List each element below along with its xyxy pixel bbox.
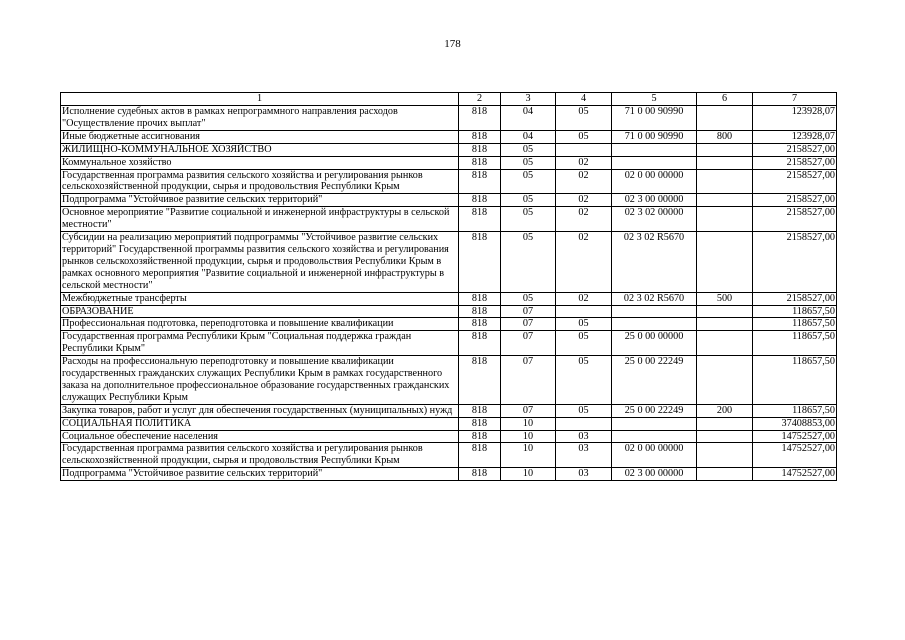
row-target-article: 25 0 00 22249	[612, 404, 697, 417]
row-target-article: 02 3 02 R5670	[612, 232, 697, 293]
row-subsection: 03	[556, 468, 612, 481]
row-section: 10	[501, 468, 556, 481]
row-name: Расходы на профессиональную переподготовку и повышение квалификации государственных гражданских служащих Республики Крым в рамках государственного заказа на дополнительное профессиональное образование государственных гражданских служащих Республики Крым	[61, 356, 459, 405]
table-row	[61, 443, 837, 468]
row-expense-type: 500	[697, 292, 753, 305]
row-target-article	[612, 318, 697, 331]
row-ministry: 818	[459, 130, 501, 143]
table-row	[61, 130, 837, 143]
row-section: 05	[501, 156, 556, 169]
row-target-article: 71 0 00 90990	[612, 130, 697, 143]
row-name: Основное мероприятие "Развитие социальной и инженерной инфраструктуры в сельской местности"	[61, 207, 459, 232]
row-name: Государственная программа Республики Крым "Социальная поддержка граждан Республики Крым"	[61, 331, 459, 356]
row-amount: 123928,07	[753, 106, 837, 131]
row-amount: 118657,50	[753, 305, 837, 318]
row-subsection: 02	[556, 194, 612, 207]
row-amount: 14752527,00	[753, 443, 837, 468]
row-ministry: 818	[459, 232, 501, 293]
header-col-1: 1	[61, 93, 459, 106]
table-row	[61, 417, 837, 430]
row-section: 05	[501, 169, 556, 194]
budget-table	[60, 92, 837, 481]
row-subsection: 02	[556, 207, 612, 232]
header-col-7: 7	[753, 93, 837, 106]
row-subsection: 02	[556, 156, 612, 169]
row-target-article: 25 0 00 00000	[612, 331, 697, 356]
row-expense-type	[697, 106, 753, 131]
row-amount: 118657,50	[753, 318, 837, 331]
row-target-article	[612, 305, 697, 318]
row-ministry: 818	[459, 143, 501, 156]
row-section: 10	[501, 430, 556, 443]
row-amount: 2158527,00	[753, 207, 837, 232]
row-subsection: 02	[556, 292, 612, 305]
row-section: 05	[501, 143, 556, 156]
row-section: 04	[501, 130, 556, 143]
row-name: Подпрограмма "Устойчивое развитие сельских территорий"	[61, 468, 459, 481]
row-subsection: 02	[556, 232, 612, 293]
row-ministry: 818	[459, 194, 501, 207]
row-expense-type	[697, 468, 753, 481]
row-section: 07	[501, 305, 556, 318]
row-name: ЖИЛИЩНО-КОММУНАЛЬНОЕ ХОЗЯЙСТВО	[61, 143, 459, 156]
row-subsection	[556, 305, 612, 318]
row-expense-type	[697, 430, 753, 443]
row-expense-type	[697, 417, 753, 430]
row-target-article	[612, 430, 697, 443]
table-row	[61, 318, 837, 331]
header-col-5: 5	[612, 93, 697, 106]
page-number: 178	[444, 38, 461, 50]
table-row	[61, 468, 837, 481]
row-section: 10	[501, 443, 556, 468]
row-expense-type	[697, 443, 753, 468]
row-ministry: 818	[459, 318, 501, 331]
table-row	[61, 232, 837, 293]
table-row	[61, 194, 837, 207]
row-expense-type	[697, 194, 753, 207]
row-expense-type	[697, 169, 753, 194]
row-expense-type	[697, 356, 753, 405]
table-row	[61, 207, 837, 232]
table-row	[61, 292, 837, 305]
row-name: ОБРАЗОВАНИЕ	[61, 305, 459, 318]
row-target-article	[612, 417, 697, 430]
row-subsection: 05	[556, 106, 612, 131]
table-row	[61, 143, 837, 156]
row-name: Государственная программа развития сельского хозяйства и регулирования рынков сельскохозяйственной продукции, сырья и продовольствия Республики Крым	[61, 169, 459, 194]
row-ministry: 818	[459, 156, 501, 169]
row-subsection	[556, 143, 612, 156]
table-row	[61, 430, 837, 443]
row-ministry: 818	[459, 468, 501, 481]
row-section: 07	[501, 404, 556, 417]
row-ministry: 818	[459, 305, 501, 318]
row-section: 05	[501, 207, 556, 232]
row-section: 05	[501, 194, 556, 207]
row-expense-type: 800	[697, 130, 753, 143]
header-col-4: 4	[556, 93, 612, 106]
row-amount: 118657,50	[753, 356, 837, 405]
row-amount: 14752527,00	[753, 468, 837, 481]
row-target-article: 02 3 02 R5670	[612, 292, 697, 305]
table-row	[61, 169, 837, 194]
header-col-3: 3	[501, 93, 556, 106]
row-subsection: 03	[556, 443, 612, 468]
row-amount: 2158527,00	[753, 169, 837, 194]
row-ministry: 818	[459, 404, 501, 417]
row-ministry: 818	[459, 169, 501, 194]
header-col-2: 2	[459, 93, 501, 106]
row-target-article: 02 3 02 00000	[612, 207, 697, 232]
row-target-article: 02 3 00 00000	[612, 194, 697, 207]
row-target-article: 25 0 00 22249	[612, 356, 697, 405]
row-subsection: 05	[556, 331, 612, 356]
row-amount: 37408853,00	[753, 417, 837, 430]
row-target-article: 02 0 00 00000	[612, 169, 697, 194]
row-section: 04	[501, 106, 556, 131]
row-section: 07	[501, 331, 556, 356]
row-expense-type	[697, 331, 753, 356]
row-target-article: 02 0 00 00000	[612, 443, 697, 468]
row-section: 05	[501, 292, 556, 305]
row-amount: 2158527,00	[753, 232, 837, 293]
row-target-article: 02 3 00 00000	[612, 468, 697, 481]
row-subsection: 02	[556, 169, 612, 194]
row-name: Закупка товаров, работ и услуг для обеспечения государственных (муниципальных) нужд	[61, 404, 459, 417]
row-name: Профессиональная подготовка, переподготовка и повышение квалификации	[61, 318, 459, 331]
row-subsection: 05	[556, 130, 612, 143]
row-section: 10	[501, 417, 556, 430]
table-row	[61, 331, 837, 356]
row-amount: 118657,50	[753, 331, 837, 356]
row-name: Социальное обеспечение населения	[61, 430, 459, 443]
row-section: 07	[501, 318, 556, 331]
header-row	[61, 93, 837, 106]
row-name: Субсидии на реализацию мероприятий подпрограммы "Устойчивое развитие сельских территорий" Государственной программы развития сельского хозяйства и регулирования рынков сельскохозяйственной продукции, сырья и продовольствия Республики Крым в рамках основного мероприятия "Развитие социальной и инженерной инфраструктуры в сельской местности"	[61, 232, 459, 293]
row-name: Коммунальное хозяйство	[61, 156, 459, 169]
row-amount: 2158527,00	[753, 292, 837, 305]
row-ministry: 818	[459, 207, 501, 232]
row-ministry: 818	[459, 417, 501, 430]
row-name: Государственная программа развития сельского хозяйства и регулирования рынков сельскохозяйственной продукции, сырья и продовольствия Республики Крым	[61, 443, 459, 468]
row-ministry: 818	[459, 356, 501, 405]
row-expense-type	[697, 305, 753, 318]
table-row	[61, 106, 837, 131]
row-ministry: 818	[459, 430, 501, 443]
row-ministry: 818	[459, 292, 501, 305]
row-ministry: 818	[459, 106, 501, 131]
header-col-6: 6	[697, 93, 753, 106]
row-amount: 2158527,00	[753, 194, 837, 207]
row-expense-type	[697, 156, 753, 169]
table-row	[61, 404, 837, 417]
row-subsection: 05	[556, 318, 612, 331]
row-amount: 118657,50	[753, 404, 837, 417]
row-section: 07	[501, 356, 556, 405]
row-expense-type	[697, 318, 753, 331]
row-name: Подпрограмма "Устойчивое развитие сельских территорий"	[61, 194, 459, 207]
row-subsection: 05	[556, 404, 612, 417]
row-name: Межбюджетные трансферты	[61, 292, 459, 305]
row-expense-type	[697, 143, 753, 156]
row-target-article: 71 0 00 90990	[612, 106, 697, 131]
table-row	[61, 305, 837, 318]
row-name: Исполнение судебных актов в рамках непрограммного направления расходов "Осуществление прочих выплат"	[61, 106, 459, 131]
row-amount: 123928,07	[753, 130, 837, 143]
row-name: СОЦИАЛЬНАЯ ПОЛИТИКА	[61, 417, 459, 430]
row-expense-type: 200	[697, 404, 753, 417]
row-amount: 14752527,00	[753, 430, 837, 443]
row-target-article	[612, 156, 697, 169]
row-expense-type	[697, 232, 753, 293]
table-row	[61, 156, 837, 169]
row-target-article	[612, 143, 697, 156]
row-subsection	[556, 417, 612, 430]
row-amount: 2158527,00	[753, 143, 837, 156]
row-name: Иные бюджетные ассигнования	[61, 130, 459, 143]
row-ministry: 818	[459, 443, 501, 468]
row-subsection: 05	[556, 356, 612, 405]
row-section: 05	[501, 232, 556, 293]
table-row	[61, 356, 837, 405]
row-ministry: 818	[459, 331, 501, 356]
row-subsection: 03	[556, 430, 612, 443]
row-expense-type	[697, 207, 753, 232]
row-amount: 2158527,00	[753, 156, 837, 169]
